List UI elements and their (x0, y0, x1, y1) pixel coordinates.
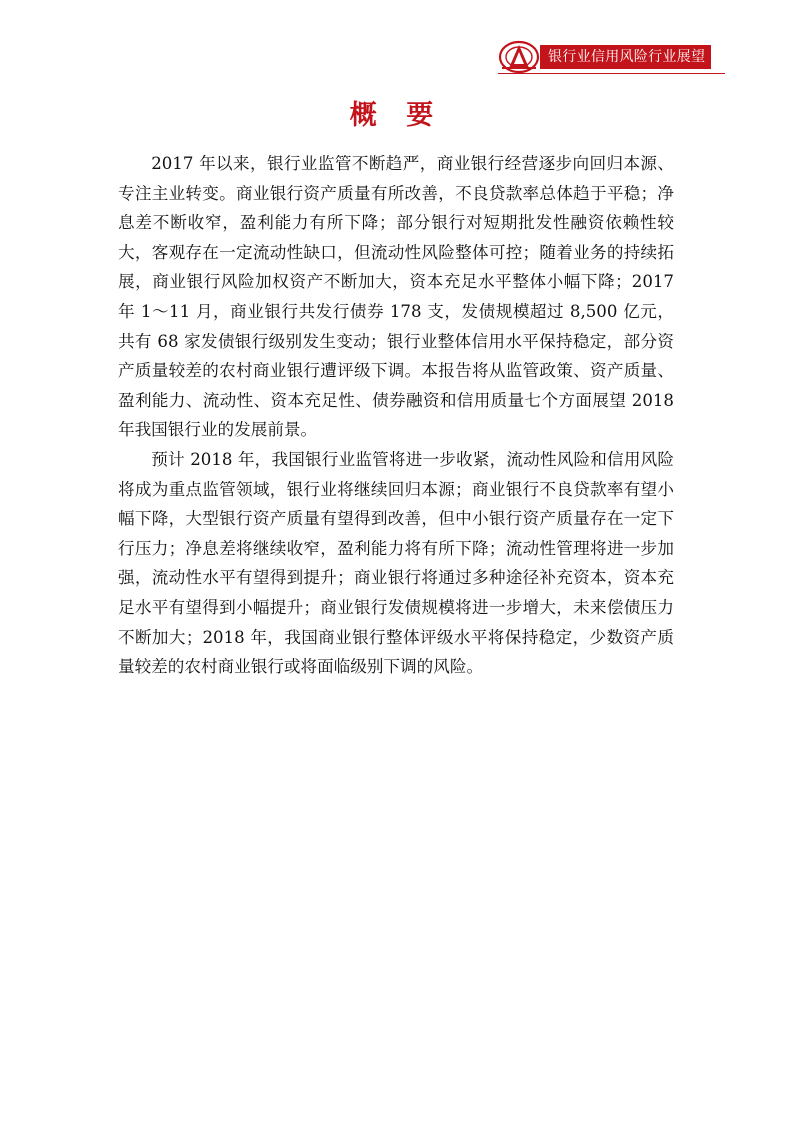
summary-paragraph: 预计 2018 年，我国银行业监管将进一步收紧，流动性风险和信用风险将成为重点监管领域，银行业将继续回归本源；商业银行不良贷款率有望小幅下降，大型银行资产质量有望得到改善，但中小银行资产质量存在一定下行压力；净息差将继续收窄，盈利能力将有所下降；流动性管理将进一步加强，流动性水平有望得到提升；商业银行将通过多种途径补充资本，资本充足水平有望得到小幅提升；商业银行发债规模将进一步增大，未来偿债压力不断加大；2018 年，我国商业银行整体评级水平将保持稳定，少数资产质量较差的农村商业银行或将面临级别下调的风险。 (118, 449, 674, 677)
company-logo-icon (498, 40, 540, 74)
report-category-badge: 银行业信用风险行业展望 (540, 45, 711, 69)
summary-paragraph: 2017 年以来，银行业监管不断趋严，商业银行经营逐步向回归本源、专注主业转变。商业银行资产质量有所改善，不良贷款率总体趋于平稳；净息差不断收窄，盈利能力有所下降；部分银行对短期批发性融资依赖性较大，客观存在一定流动性缺口，但流动性风险整体可控；随着业务的持续拓展，商业银行风险加权资产不断加大，资本充足水平整体小幅下降；2017 年 1～11 月，商业银行共发行债券 178 支，发债规模超过 8,500 亿元，共有 68 家发债银行级别发生变动；银行业整体信用水平保持稳定，部分资产质量较差的农村商业银行遭评级下调。本报告将从监管政策、资产质量、盈利能力、流动性、资本充足性、债券融资和信用质量七个方面展望 2018 年我国银行业的发展前景。 (118, 154, 674, 440)
page-header (498, 40, 711, 74)
page-title: 概 要 (349, 100, 444, 131)
header-divider (498, 73, 725, 74)
summary-body (118, 149, 674, 682)
